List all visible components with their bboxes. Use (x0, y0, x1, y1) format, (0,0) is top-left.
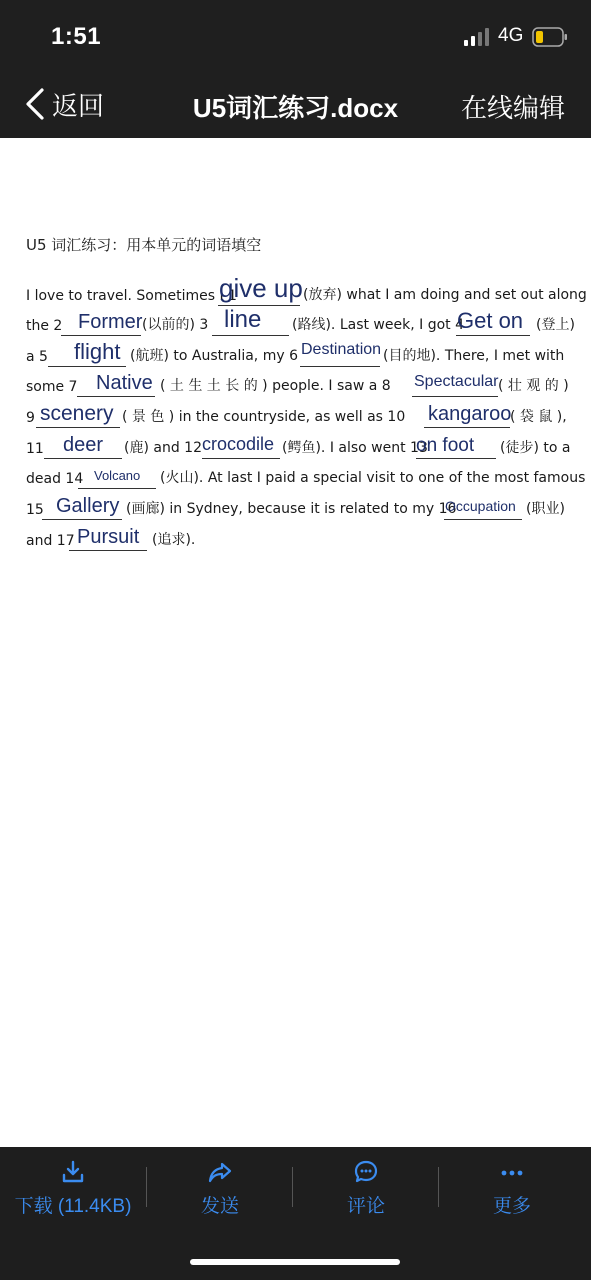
text-segment: the 2 (26, 318, 63, 334)
document-viewer[interactable] (0, 138, 591, 1147)
download-button[interactable] (0, 1159, 146, 1218)
answer-12: crocodile (202, 434, 275, 454)
text-segment: 9 (26, 410, 35, 426)
text-line (26, 431, 572, 459)
answer-2: Former (78, 311, 143, 333)
text-segment: dead 14 (26, 471, 84, 487)
text-segment: ( 袋 鼠 ), (510, 409, 567, 425)
answer-11: deer (63, 434, 104, 456)
text-segment: (放弃) what I am doing and set out along (303, 287, 587, 303)
answer-10: kangaroo (428, 403, 512, 425)
text-segment: (火山). At last I paid a special visit to one of the most famous (160, 470, 586, 486)
send-button[interactable] (147, 1159, 293, 1218)
answer-3: line (224, 306, 262, 333)
text-segment: some 7 (26, 379, 78, 395)
text-line (26, 492, 572, 520)
send-label: 发送 (200, 1196, 239, 1217)
clock: 1:51 (51, 23, 102, 50)
text-segment: ( 景 色 ) in the countryside, as well as 10 (122, 409, 406, 425)
back-label: 返回 (52, 90, 105, 121)
text-segment: ( 壮 观 的 ) (498, 378, 569, 394)
comment-label: 评论 (346, 1196, 385, 1217)
text-line (26, 306, 575, 336)
answer-5: flight (74, 339, 121, 364)
text-line (26, 461, 586, 489)
text-line (26, 369, 572, 397)
answer-15: Gallery (56, 495, 120, 517)
exercise-heading: U5 词汇练习：用本单元的词语填空 (26, 236, 262, 254)
text-segment: 11 (26, 441, 44, 457)
cellular-signal-icon (464, 28, 492, 46)
answer-7: Native (96, 372, 153, 394)
text-segment: (画廊) in Sydney, because it is related to my 16 (126, 501, 457, 517)
text-segment: a 5 (26, 349, 48, 365)
share-arrow-icon (207, 1159, 233, 1185)
text-segment: (职业) (526, 501, 565, 517)
navigation-bar (0, 70, 591, 138)
text-segment: 15 (26, 502, 44, 518)
answer-16: Occupation (445, 498, 516, 514)
text-line (26, 400, 572, 428)
answer-4: Get on (457, 308, 524, 333)
answer-8: Spectacular (414, 373, 499, 390)
download-icon (60, 1159, 86, 1185)
text-line (26, 273, 587, 306)
status-bar (0, 0, 591, 70)
text-segment: and 17 (26, 533, 75, 549)
battery-icon (532, 27, 568, 47)
text-segment: (路线). Last week, I got 4 (292, 317, 464, 333)
download-label: 下载 (11.4KB) (14, 1196, 132, 1217)
text-segment: (登上) (536, 317, 575, 333)
text-segment: (追求). (152, 532, 196, 548)
text-segment: (以前的) 3 (142, 317, 209, 333)
text-segment: (鹿) and 12 (124, 440, 202, 456)
answer-14: Volcano (94, 468, 141, 483)
more-label: 更多 (492, 1196, 531, 1217)
more-dots-icon (499, 1159, 525, 1185)
answer-17: Pursuit (77, 526, 140, 548)
text-segment: (徒步) to a (500, 440, 571, 456)
text-segment: I love to travel. Sometimes I 1 (26, 288, 237, 304)
text-line (26, 339, 572, 367)
more-button[interactable] (439, 1159, 585, 1218)
online-edit-button[interactable]: 在线编辑 (460, 93, 565, 123)
document-title: U5词汇练习.docx (192, 93, 399, 123)
answer-6: Destination (301, 341, 382, 358)
network-type: 4G (498, 25, 524, 46)
text-segment: ( 土 生 土 长 的 ) people. I saw a 8 (160, 378, 391, 394)
home-indicator[interactable] (190, 1259, 400, 1265)
comment-button[interactable] (293, 1159, 439, 1218)
text-segment: (鳄鱼). I also went 13 (282, 440, 428, 456)
answer-1: give up (219, 273, 303, 303)
text-line (26, 523, 572, 551)
answer-9: scenery (40, 402, 114, 425)
text-segment: (航班) to Australia, my 6 (130, 348, 298, 364)
comment-bubble-icon (353, 1159, 379, 1185)
answer-13: on foot (416, 435, 475, 456)
text-segment: (目的地). There, I met with (383, 348, 565, 364)
